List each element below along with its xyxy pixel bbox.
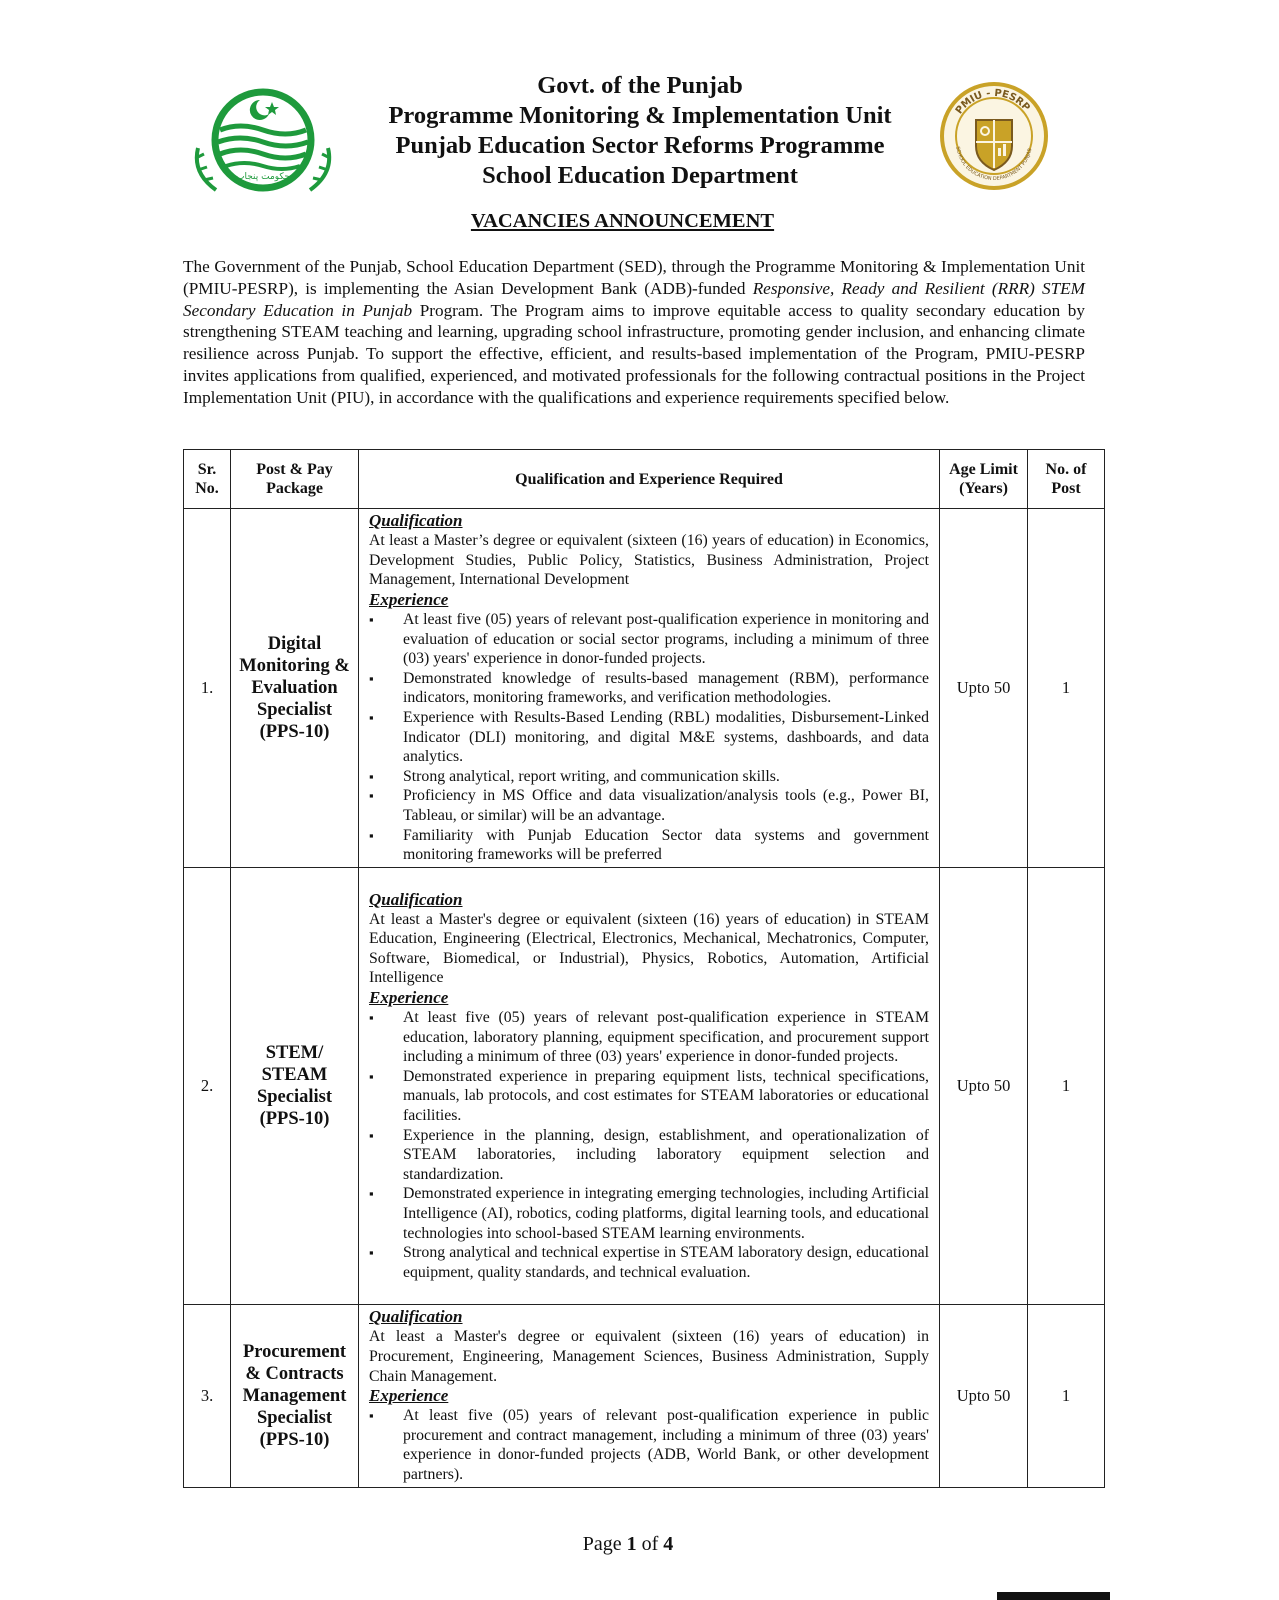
corner-bar (997, 1592, 1110, 1600)
experience-item: ▪ Strong analytical and technical expertise in STEAM laboratory design, educational equipment, quality standards, and technical evaluation. (369, 1243, 929, 1282)
svg-text:SCHOOL EDUCATION DEPARTMENT PU: SCHOOL EDUCATION DEPARTMENT PUNJAB (954, 146, 1034, 183)
experience-item: ▪ At least five (05) years of relevant post-qualification experience in monitoring and evaluation of education or social sector programs, including a minimum of three (03) years' experience in donor-funded projects. (369, 610, 929, 669)
table-body (184, 509, 1105, 1488)
experience-item: ▪ Strong analytical, report writing, and communication skills. (369, 767, 929, 787)
page-of: of (636, 1533, 664, 1555)
page-total: 4 (663, 1533, 674, 1555)
row-age-limit: Upto 50 (940, 509, 1028, 868)
header-line-sed: School Education Department (482, 162, 798, 189)
pmiu-pesrp-seal-icon (938, 80, 1050, 192)
table-row (184, 868, 1105, 1305)
table-row (184, 1305, 1105, 1488)
experience-item: ▪ Experience with Results-Based Lending (RBL) modalities, Disbursement-Linked Indicator (DLI) monitoring, and digital M&E systems, dashboards, and data analytics. (369, 708, 929, 767)
row-post-title: Digital Monitoring & Evaluation Specialist (PPS-10) (231, 509, 359, 868)
experience-item: ▪ Demonstrated experience in preparing equipment lists, technical specifications, manuals, lab protocols, and cost estimates for STEAM laboratories or educational facilities. (369, 1067, 929, 1126)
experience-item: ▪ At least five (05) years of relevant post-qualification experience in STEAM education, laboratory planning, equipment specification, and procurement support including a minimum of three (03) years' experience in donor-funded projects. (369, 1008, 929, 1067)
experience-list (369, 1008, 929, 1282)
row-sr-no: 1. (184, 509, 231, 868)
page-prefix: Page (582, 1533, 627, 1555)
letterhead (0, 68, 1279, 198)
experience-item: ▪ Familiarity with Punjab Education Sector data systems and government monitoring frameworks will be preferred (369, 826, 929, 865)
row-sr-no: 2. (184, 868, 231, 1305)
header-age-limit: Age Limit (Years) (940, 450, 1028, 509)
header-line-pmiu: Programme Monitoring & Implementation Unit (388, 102, 892, 129)
header-post: Post & Pay Package (231, 450, 359, 509)
row-no-of-post: 1 (1028, 868, 1105, 1305)
qualification-heading: Qualification (369, 511, 463, 531)
table-header-row (184, 450, 1105, 509)
svg-text:PMIU - PESRP: PMIU - PESRP (953, 87, 1032, 117)
qualification-text: At least a Master's degree or equivalent (sixteen (16) years of education) in Procurement, Engineering, Management Sciences, Business Administration, Supply Chain Management. (369, 1328, 929, 1385)
row-requirements (359, 1305, 940, 1488)
svg-text:حکومت پنجاب: حکومت پنجاب (236, 172, 290, 182)
experience-item: ▪ At least five (05) years of relevant post-qualification experience in public procurement and contract management, including a minimum of three (03) years' experience in donor-funded projects (ADB, World Bank, or other development partners). (369, 1406, 929, 1484)
experience-list (369, 1406, 929, 1484)
row-post-title: STEM/ STEAM Specialist (PPS-10) (231, 868, 359, 1305)
qualification-heading: Qualification (369, 1307, 463, 1327)
experience-item: ▪ Demonstrated experience in integrating emerging technologies, including Artificial Intelligence (AI), robotics, coding platforms, digital learning tools, and educational technologies into school-based STEAM learning environments. (369, 1184, 929, 1243)
qualification-heading: Qualification (369, 889, 463, 909)
program-name: Responsive, Ready and Resilient (RRR) STEM Secondary Education in Punjab (183, 278, 1085, 320)
vacancies-table (183, 449, 1105, 1488)
row-post-title: Procurement & Contracts Management Specialist (PPS-10) (231, 1305, 359, 1488)
punjab-government-emblem-icon (190, 78, 340, 198)
header-sr-no: Sr. No. (184, 450, 231, 509)
experience-item: ▪ Demonstrated knowledge of results-based management (RBM), performance indicators, monitoring frameworks, and verification methodologies. (369, 669, 929, 708)
experience-item: ▪ Proficiency in MS Office and data visualization/analysis tools (e.g., Power BI, Tableau, or similar) will be an advantage. (369, 786, 929, 825)
row-no-of-post: 1 (1028, 1305, 1105, 1488)
experience-heading: Experience (369, 590, 449, 610)
row-sr-no: 3. (184, 1305, 231, 1488)
row-age-limit: Upto 50 (940, 1305, 1028, 1488)
header-line-pesrp: Punjab Education Sector Reforms Programme (395, 132, 885, 159)
announcement-title: VACANCIES ANNOUNCEMENT (470, 210, 775, 232)
experience-item: ▪ Experience in the planning, design, establishment, and operationalization of STEAM laboratories, including laboratory equipment selection and standardization. (369, 1126, 929, 1185)
experience-heading: Experience (369, 988, 449, 1008)
header-title-block (340, 71, 940, 191)
header-no-of-post: No. of Post (1028, 450, 1105, 509)
table-row (184, 509, 1105, 868)
header-line-govt: Govt. of the Punjab (537, 72, 743, 99)
page-number (0, 1533, 1256, 1556)
intro-paragraph (183, 256, 1085, 409)
experience-heading: Experience (369, 1386, 449, 1406)
row-age-limit: Upto 50 (940, 868, 1028, 1305)
page-current: 1 (626, 1533, 637, 1555)
experience-list (369, 610, 929, 865)
qualification-text: At least a Master's degree or equivalent (sixteen (16) years of education) in STEAM Education, Engineering (Electrical, Electronics, Mechanical, Mechatronics, Computer, Software, Biomedical, or Industrial), Physics, Robotics, Automation, Artificial Intelligence (369, 910, 929, 987)
intro-text-end: Program. The Program aims to improve equitable access to quality secondary education by strengthening STEAM teaching and learning, upgrading school infrastructure, promoting gender inclusion, and enhancing climate resilience across Punjab. To support the effective, efficient, and results-based implementation of the Program, PMIU-PESRP invites applications from qualified, experienced, and motivated professionals for the following contractual positions in the Project Implementation Unit (PIU), in accordance with the qualifications and experience requirements specified below. (183, 300, 1085, 407)
intro-text-start: The Government of the Punjab, School Education Department (SED), through the Programme Monitoring & Implementation Unit (PMIU-PESRP), is implementing the Asian Development Bank (ADB)-funded (183, 257, 1085, 298)
row-no-of-post: 1 (1028, 509, 1105, 868)
row-requirements (359, 868, 940, 1305)
qualification-text: At least a Master’s degree or equivalent (sixteen (16) years of education) in Economics, Development Studies, Public Policy, Statistics, Business Administration, Project Management, International Development (369, 532, 929, 589)
row-requirements (359, 509, 940, 868)
header-qualification: Qualification and Experience Required (359, 450, 940, 509)
